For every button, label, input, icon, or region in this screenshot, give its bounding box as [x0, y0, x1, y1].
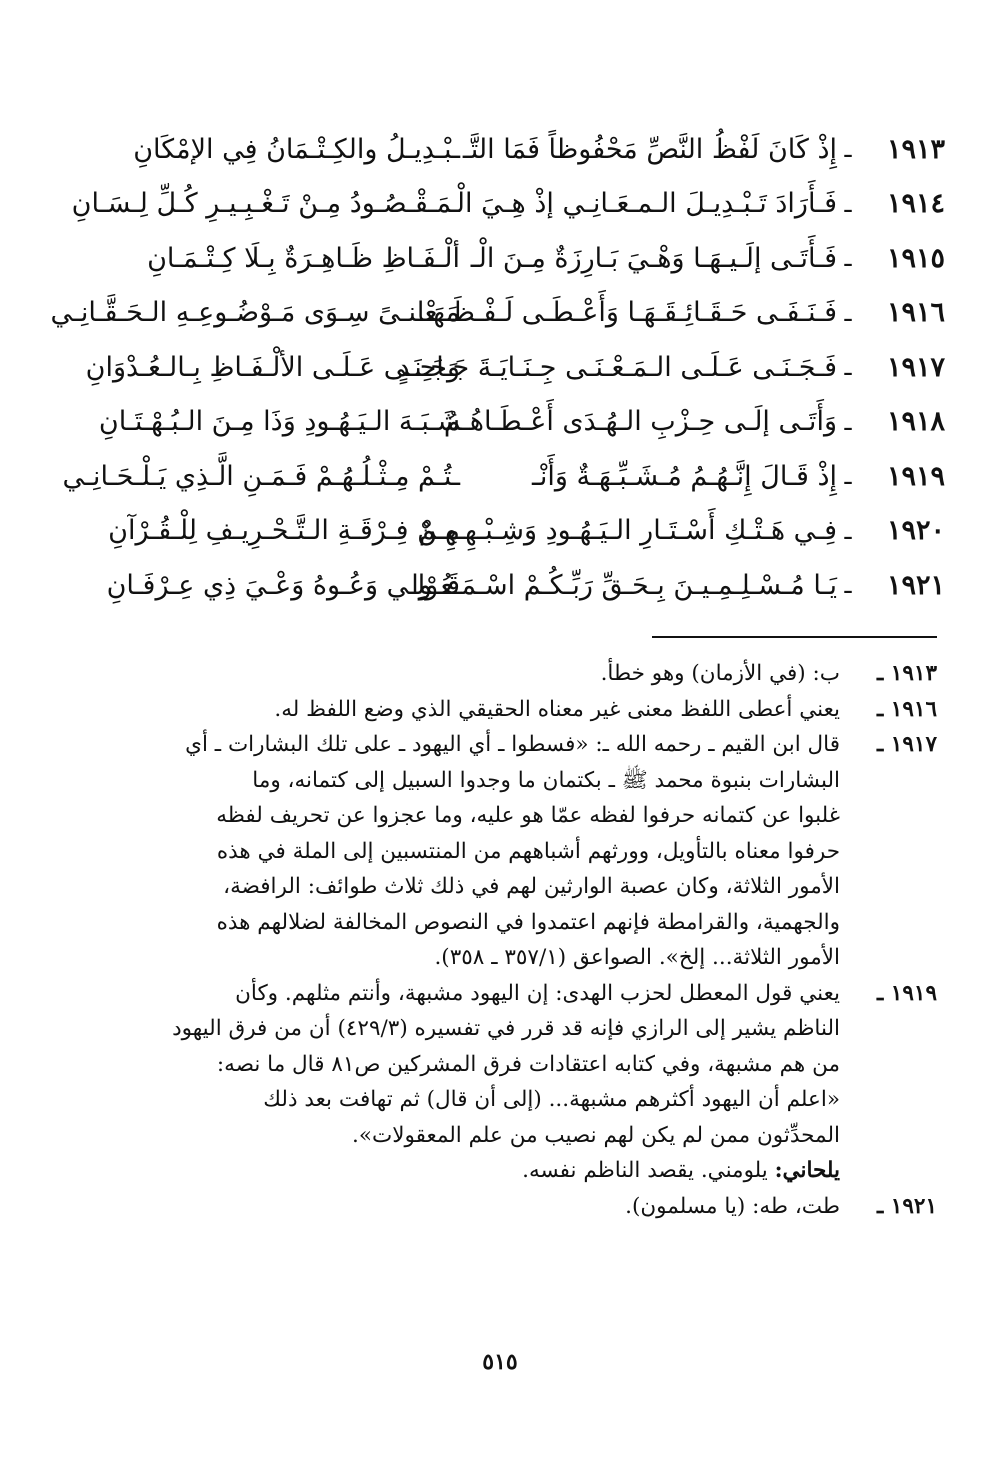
footnote-line: الناظم يشير إلى الرازي فإنه قد قرر في تفسيره (٤٢٩/٣) أن من فرق اليهود [172, 1016, 840, 1041]
verse-dash: ـ [844, 516, 852, 545]
verse-number: ١٩١٣ [886, 133, 945, 165]
verse-row [60, 504, 945, 559]
verse-dash: ـ [844, 353, 852, 382]
verse-number: ١٩١٧ [886, 351, 945, 383]
verse-number: ١٩١٤ [886, 188, 945, 220]
verse-second-hemistich: ـمَـقْـصُـودُ مِـنْ تَـغْـبِـيـرِ كُـلِّ لِـسَـانِ [71, 188, 460, 220]
verse-dash: ـ [844, 407, 852, 436]
verse-dash: ـ [844, 462, 852, 491]
verse-second-hemistich: مَـعْـنـىً سِـوَى مَـوْضُـوعِـهِ الـحَـقَّـانِـي [50, 297, 460, 329]
footnotes [57, 656, 937, 1224]
verse-second-hemistich: شَـبَـهَ الـيَـهُـودِ وَذَا مِـنَ الـبُـهْـتَـانِ [98, 406, 460, 438]
gloss-term: يلحاني: [774, 1158, 840, 1183]
footnote-label: ١٩١٧ ـ [877, 732, 937, 757]
page-number: ٥١٥ [482, 1349, 518, 1375]
footnote-line: من هم مشبهة، وفي كتابه اعتقادات فرق المشركين ص٨١ قال ما نصه: [216, 1051, 840, 1077]
verse-number: ١٩٢٠ [886, 515, 945, 547]
footnote-line: «اعلم أن اليهود أكثرهم مشبهة... (إلى أن قال) ثم تهافت بعد ذلك [263, 1087, 840, 1112]
verse-first-hemistich: فَـأَتَـى إلَـيـهَـا وَهْـيَ بَـارِزَةٌ مِـنَ الْـ [470, 242, 837, 274]
footnote-line: يعني أعطى اللفظ معنى غير معناه الحقيقي الذي وضع اللفظ له. [274, 696, 840, 722]
footnote [57, 727, 937, 976]
verse-first-hemistich: فَـنَـفَـى حَـقَـائِـقَـهَـا وَأَعْـطَـى لَـفْـظَـهَـا [416, 297, 837, 329]
footnote [57, 656, 937, 692]
footnote-body [57, 1189, 840, 1225]
verse-row [60, 231, 945, 286]
verse-row [60, 449, 945, 504]
footnote-gloss-line [57, 1153, 840, 1189]
gloss-definition: يلومني. يقصد الناظم نفسه. [522, 1158, 775, 1183]
footnote [57, 1189, 937, 1225]
footnote-label: ١٩١٦ ـ [877, 696, 937, 722]
footnote-line: حرفوا معناه بالتأويل، وورثهم أشباههم من المنتسبين إلى الملة في هذه [216, 838, 840, 864]
footnote-body [57, 976, 840, 1189]
footnote [57, 692, 937, 728]
footnote-label: ١٩١٩ ـ [877, 980, 937, 1006]
verse-second-hemistich: مِـنْ فِـرْقَـةِ الـتَّـحْـرِيـفِ لِلْـقُـرْآنِ [108, 515, 460, 547]
verse-dash: ـ [844, 135, 852, 164]
footnote-label: ١٩١٣ ـ [877, 661, 937, 686]
verse-row [60, 122, 945, 177]
footnote-line: الأمور الثلاثة، وكان عصبة الوارثين لهم في ذلك ثلاث طوائف: الرافضة، [223, 874, 840, 899]
verse-number: ١٩٢١ [886, 569, 945, 601]
footnote-body [57, 656, 840, 692]
verse-first-hemistich: وَأَتَـى إلَـى حِـزْبِ الـهُـدَى أَعْـطَـاهُـمُ [443, 406, 837, 438]
footnote-line: الأمور الثلاثة... إلخ». الصواعق (٣٥٧/١ ـ ٣٥٨). [434, 945, 840, 970]
verse-first-hemistich: إِذْ كَانَ لَفْظُ النَّصِّ مَحْفُوظاً فَمَا التَّـ [462, 133, 837, 165]
verse-second-hemistich: ـتُـمْ مِـثْـلُـهُـمْ فَـمَـنِ الَّـذِي يَـلْـحَـانِـي [62, 460, 460, 492]
verse-first-hemistich: فَـجَـنَـى عَـلَـى الـمَـعْـنَـى جِـنَـايَـةَ جَـاحِـدٍ [397, 351, 837, 383]
verse-first-hemistich: إِذْ قَـالَ إِنَّـهُـمُ مُـشَـبِّـهَـةٌ وَأَنْـ [532, 460, 837, 492]
footnote-line: قال ابن القيم ـ رحمه الله ـ: «فسطوا ـ أي اليهود ـ على تلك البشارات ـ أي [185, 732, 840, 757]
verse-row [50, 286, 945, 341]
verse-second-hemistich: ـبْـدِيـلُ والكِـتْـمَانُ فِي الإمْكَانِ [133, 133, 460, 165]
footnote-line: المحدِّثون ممن لم يكن لهم نصيب من علم المعقولات». [351, 1122, 840, 1148]
verse-second-hemistich: وَجَـنَـى عَـلَـى الألْـفَـاظِ بِـالـعُـدْوَانِ [85, 351, 460, 383]
verse-first-hemistich: فَـأَرَادَ تَـبْـدِيـلَ الـمـعَـانِـي إذْ هِـيَ الْـ [448, 188, 837, 220]
footnote-line: غلبوا عن كتمانه حرفوا لفظه عمّا هو عليه، وما عجزوا عن تحريف لفظه [216, 803, 840, 828]
footnote-separator [652, 636, 937, 638]
footnote-body [57, 692, 840, 728]
verse-row [60, 558, 945, 613]
verse-row [60, 177, 945, 232]
footnote-line: البشارات بنبوة محمد ﷺ ـ بكتمان ما وجدوا السبيل إلى كتمانه، وما [252, 767, 840, 793]
poem-verses [50, 122, 945, 613]
footnote-line: ب: (في الأزمان) وهو خطأ. [600, 661, 840, 686]
verse-number: ١٩١٥ [886, 242, 945, 274]
verse-second-hemistich: ألْـفَـاظِ ظَـاهِـرَةٌ بِـلَا كِـتْـمَـانِ [147, 242, 460, 274]
footnote-body [57, 727, 840, 976]
verse-dash: ـ [844, 189, 852, 218]
verse-first-hemistich: فِـي هَـتْـكِ أَسْـتَـارِ الـيَـهُـودِ وَشِـبْـهِـهِـمْ [418, 515, 837, 547]
verse-first-hemistich: يَـا مُـسْـلِـمِـيـنَ بِـحَـقِّ رَبِّـكُـمْ اسْـمَـعُـوا [411, 569, 837, 601]
verse-row [60, 340, 945, 395]
verse-number: ١٩١٩ [886, 460, 945, 492]
footnote-label: ١٩٢١ ـ [877, 1193, 937, 1219]
verse-dash: ـ [844, 298, 852, 327]
footnote-line: يعني قول المعطل لحزب الهدى: إن اليهود مشبهة، وأنتم مثلهم. وكأن [235, 980, 840, 1006]
footnote [57, 976, 937, 1189]
verse-number: ١٩١٨ [886, 406, 945, 438]
verse-row [60, 395, 945, 450]
verse-number: ١٩١٦ [886, 297, 945, 329]
verse-dash: ـ [844, 571, 852, 600]
footnote-line: طت، طه: (يا مسلمون). [625, 1193, 840, 1219]
footnote-line: والجهمية، والقرامطة فإنهم اعتمدوا في النصوص المخالفة لضلالهم هذه [216, 909, 840, 935]
verse-dash: ـ [844, 244, 852, 273]
verse-second-hemistich: قَـوْلِـي وَعُـوهُ وَعْـيَ ذِي عِـرْفَـانِ [106, 569, 460, 601]
